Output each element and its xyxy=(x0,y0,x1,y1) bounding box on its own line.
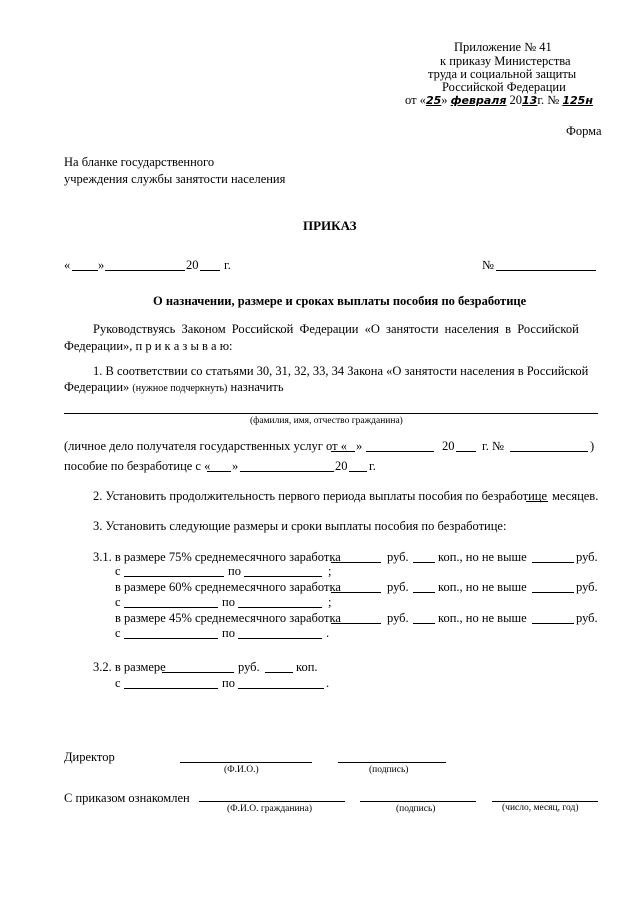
p31-60-po: по xyxy=(222,595,235,609)
case-month-blank[interactable] xyxy=(366,451,434,452)
order-number-blank[interactable] xyxy=(496,270,596,271)
blank-line-2: учреждения службы занятости населения xyxy=(64,172,286,186)
p31-75-max-blank[interactable] xyxy=(532,562,574,563)
benefit-day-blank[interactable] xyxy=(207,471,231,472)
p31-75-to-blank[interactable] xyxy=(244,576,322,577)
fio-hint: (фамилия, имя, отчество гражданина) xyxy=(250,416,403,426)
p31-45-kop-blank[interactable] xyxy=(413,623,435,624)
p32-label: 3.2. в размере xyxy=(93,660,166,674)
case-number-blank[interactable] xyxy=(510,451,588,452)
document-title: ПРИКАЗ xyxy=(303,218,357,233)
benefit-month-blank[interactable] xyxy=(240,471,334,472)
date-year-prefix: 20 xyxy=(186,258,199,272)
benefit-close-quote: » xyxy=(232,459,239,473)
p31-45-rub2: руб. xyxy=(576,611,598,625)
p32-from-blank[interactable] xyxy=(124,688,218,689)
director-sign-blank[interactable] xyxy=(338,762,446,763)
citizen-sign-hint: (подпись) xyxy=(396,804,436,814)
p31-75-kop-blank[interactable] xyxy=(413,562,435,563)
p31-75-kop: коп., но не выше xyxy=(438,550,527,564)
date-day-blank[interactable] xyxy=(72,270,98,271)
p31-60-from-blank[interactable] xyxy=(124,607,218,608)
p31-45-dot: . xyxy=(326,626,330,640)
p32-to-blank[interactable] xyxy=(238,688,324,689)
handwritten-month: февраля xyxy=(450,94,507,107)
case-year-blank[interactable] xyxy=(456,451,476,452)
p31-75-rub2: руб. xyxy=(576,550,598,564)
p1-line-2: Федерации» (нужное подчеркнуть) назначить xyxy=(64,380,284,394)
case-open-text: (личное дело получателя государственных услуг от « xyxy=(64,439,347,453)
benefit-year-suffix: г. xyxy=(369,459,376,473)
fio-blank[interactable] xyxy=(64,413,598,414)
p31-60-kop: коп., но не выше xyxy=(438,580,527,594)
date-month-blank[interactable] xyxy=(105,270,185,271)
p32-s: с xyxy=(115,676,121,690)
p31-45-from-blank[interactable] xyxy=(124,638,218,639)
p32-po: по xyxy=(222,676,235,690)
p31-45-to-blank[interactable] xyxy=(238,638,322,639)
preamble-line-2: Федерации», п р и к а з ы в а ю: xyxy=(64,339,233,353)
citizen-fio-hint: (Ф.И.О. гражданина) xyxy=(227,804,312,814)
citizen-fio-blank[interactable] xyxy=(199,801,345,802)
case-day-blank[interactable] xyxy=(331,451,355,452)
p31-75-semi: ; xyxy=(328,564,332,578)
preamble-line-1: Руководствуясь Законом Российской Федерации «О занятости населения в Российской xyxy=(93,322,579,336)
case-number-label: г. № xyxy=(482,439,504,453)
p31-60-semi: ; xyxy=(328,595,332,609)
form-label: Форма xyxy=(566,124,602,138)
p31-label-45: в размере 45% среднемесячного заработка xyxy=(115,611,341,625)
p31-45-max-blank[interactable] xyxy=(532,623,574,624)
p31-60-s: с xyxy=(115,595,121,609)
handwritten-number: 125н xyxy=(562,94,593,107)
citizen-date-hint: (число, месяц, год) xyxy=(502,803,579,813)
director-label: Директор xyxy=(64,750,115,764)
p31-45-s: с xyxy=(115,626,121,640)
handwritten-year: 13 xyxy=(522,94,538,107)
appendix-date-line: от «25» февраля 2013г. № 125н xyxy=(405,93,593,107)
date-year-suffix: г. xyxy=(224,258,231,272)
p31-60-rub2: руб. xyxy=(576,580,598,594)
appendix-line-4: Российской Федерации xyxy=(442,80,566,94)
case-close-quote: » xyxy=(356,439,363,453)
order-subject: О назначении, размере и сроках выплаты пособия по безработице xyxy=(153,294,527,308)
director-fio-blank[interactable] xyxy=(180,762,312,763)
director-fio-hint: (Ф.И.О.) xyxy=(224,765,259,775)
director-sign-hint: (подпись) xyxy=(369,765,409,775)
citizen-sign-blank[interactable] xyxy=(360,801,476,802)
p31-75-rub: руб. xyxy=(387,550,409,564)
p32-rub-blank[interactable] xyxy=(162,672,234,673)
p1-line-1: 1. В соответствии со статьями 30, 31, 32, 33, 34 Закона «О занятости населения в Российской xyxy=(93,364,589,378)
p31-75-rub-blank[interactable] xyxy=(331,562,381,563)
p32-rub: руб. xyxy=(238,660,260,674)
p32-kop: коп. xyxy=(296,660,318,674)
appendix-line-3: труда и социальной защиты xyxy=(428,67,577,81)
p31-75-from-blank[interactable] xyxy=(124,576,224,577)
acquainted-label: С приказом ознакомлен xyxy=(64,791,190,805)
order-number-label: № xyxy=(482,258,494,272)
appendix-line-1: Приложение № 41 xyxy=(454,40,552,54)
date-year-blank[interactable] xyxy=(200,270,220,271)
benefit-year-prefix: 20 xyxy=(335,459,348,473)
date-close-quote: » xyxy=(98,258,105,272)
p31-45-kop: коп., но не выше xyxy=(438,611,527,625)
p31-45-rub-blank[interactable] xyxy=(331,623,381,624)
handwritten-day: 25 xyxy=(425,94,442,107)
p3-text: 3. Установить следующие размеры и сроки выплаты пособия по безработице: xyxy=(93,519,507,533)
case-close-paren: ) xyxy=(590,439,595,453)
p31-45-po: по xyxy=(222,626,235,640)
p31-45-rub: руб. xyxy=(387,611,409,625)
p31-60-kop-blank[interactable] xyxy=(413,592,435,593)
p31-60-to-blank[interactable] xyxy=(238,607,322,608)
p31-label-75: 3.1. в размере 75% среднемесячного заработка xyxy=(93,550,341,564)
p31-label-60: в размере 60% среднемесячного заработка xyxy=(115,580,341,594)
p2-months-label: месяцев. xyxy=(552,489,599,503)
p32-dot: . xyxy=(326,676,330,690)
p32-kop-blank[interactable] xyxy=(265,672,293,673)
appendix-line-2: к приказу Министерства xyxy=(440,54,571,68)
p31-60-max-blank[interactable] xyxy=(532,592,574,593)
p31-75-s: с xyxy=(115,564,121,578)
p31-60-rub-blank[interactable] xyxy=(331,592,381,593)
citizen-date-blank[interactable] xyxy=(492,801,598,802)
benefit-year-blank[interactable] xyxy=(349,471,367,472)
case-year-prefix: 20 xyxy=(442,439,455,453)
p2-text: 2. Установить продолжительность первого периода выплаты пособия по безработице xyxy=(93,489,548,503)
date-open-quote: « xyxy=(64,258,71,272)
p2-months-blank[interactable] xyxy=(526,501,548,502)
benefit-from-text: пособие по безработице с « xyxy=(64,459,211,473)
p31-60-rub: руб. xyxy=(387,580,409,594)
p31-75-po: по xyxy=(228,564,241,578)
blank-line-1: На бланке государственного xyxy=(64,155,215,169)
